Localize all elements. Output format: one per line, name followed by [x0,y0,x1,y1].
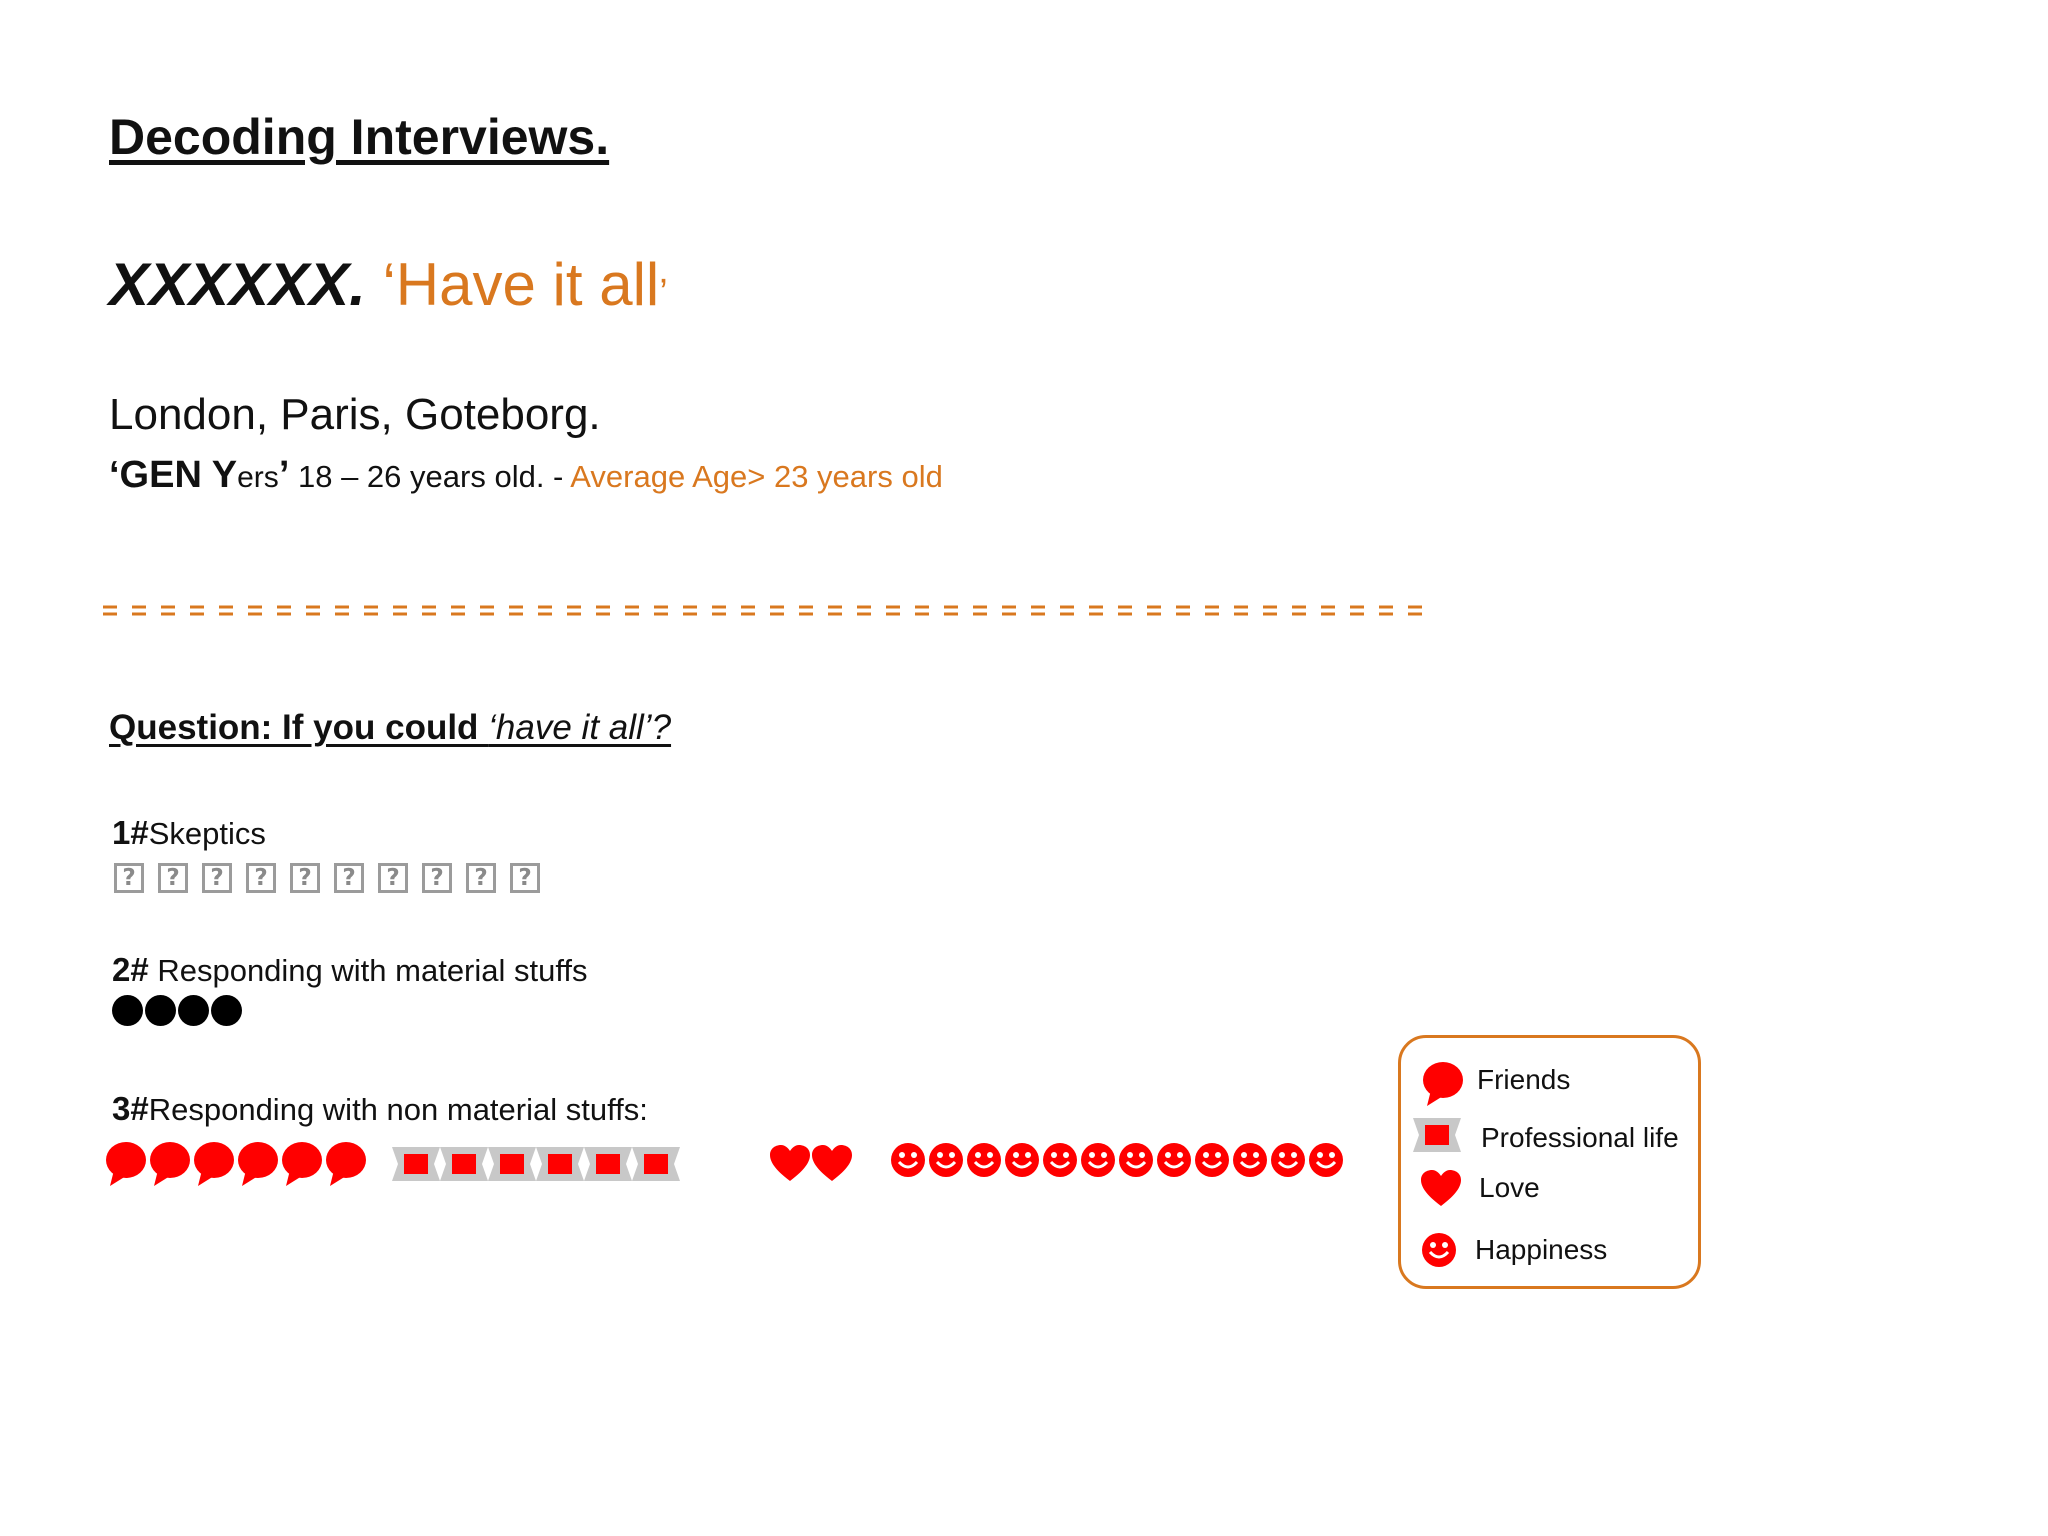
question-box-icon: ? [378,863,408,893]
legend-professional-icon-glyph [1413,1118,1461,1152]
professional-life-icon [584,1147,632,1181]
title-code: XXXXXX. [109,251,366,318]
question-box-icon: ? [510,863,540,893]
smiley-icon [1156,1142,1192,1178]
cities-line: London, Paris, Goteborg. [109,390,601,439]
speech-bubble-icon [104,1140,148,1188]
group-text: Responding with material stuffs [148,953,588,988]
professional-life-icon [632,1147,680,1181]
question-box-icon: ? [290,863,320,893]
generation-suffix-close: ’ [278,454,290,496]
black-dot-icon [145,995,176,1026]
question-box-icon: ? [334,863,364,893]
heart-icon [812,1145,852,1183]
smiley-icon [1004,1142,1040,1178]
skeptics-icon-row [114,863,540,893]
professional-life-icon [488,1147,536,1181]
question-box-icon: ? [422,863,452,893]
legend-happiness-icon-glyph [1421,1232,1457,1268]
group-number: 2# [112,951,149,988]
smiley-icon [1118,1142,1154,1178]
smiley-icon [928,1142,964,1178]
legend-love-label: Love [1479,1172,1540,1203]
group-text: Skeptics [148,816,266,851]
professional-life-icon [536,1147,584,1181]
smiley-icon [1232,1142,1268,1178]
age-range: 18 – 26 years old. - [289,459,571,494]
speech-bubble-icon [280,1140,324,1188]
question-box-icon: ? [114,863,144,893]
question-line [109,708,671,748]
title-quote-close: ’ [659,272,668,314]
black-dot-icon [178,995,209,1026]
speech-bubble-icon [236,1140,280,1188]
legend-happiness-label: Happiness [1475,1234,1608,1265]
generation-suffix: ers [237,461,279,494]
material-icon-row [112,995,242,1026]
legend-box [1398,1035,1701,1289]
speech-bubble-icon [192,1140,236,1188]
question-prefix: Question: If you could [109,708,489,747]
group-2-label [112,951,588,989]
legend-love-icon [1421,1170,1461,1215]
question-box-icon: ? [246,863,276,893]
smiley-icon [890,1142,926,1178]
professional-life-icon [392,1147,440,1181]
black-dot-icon [211,995,242,1026]
black-dot-icon [112,995,143,1026]
legend-friends-icon-glyph [1421,1060,1465,1108]
group-1-label [112,814,266,852]
average-age: Average Age> 23 years old [570,459,943,494]
heart-icon [770,1145,810,1183]
title-quote [382,251,667,318]
smiley-icon [1194,1142,1230,1178]
question-box-icon: ? [466,863,496,893]
smiley-icon [1270,1142,1306,1178]
professional-icon-row [392,1147,680,1181]
legend-friends-icon [1421,1060,1465,1115]
group-number: 1# [112,814,149,851]
legend-professional-icon [1413,1118,1461,1159]
group-number: 3# [112,1090,149,1127]
title-row [109,250,668,319]
legend-happiness-icon [1421,1232,1457,1275]
happiness-icon-row [890,1142,1344,1178]
legend-professional-label: Professional life [1481,1122,1679,1153]
speech-bubble-icon [148,1140,192,1188]
smiley-icon [1042,1142,1078,1178]
love-icon-row [770,1145,852,1183]
legend-friends-label: Friends [1477,1064,1571,1095]
friends-icon-row [104,1140,368,1188]
generation-prefix: ‘GEN Y [109,454,238,496]
professional-life-icon [440,1147,488,1181]
speech-bubble-icon [324,1140,368,1188]
title-quote-text: ‘Have it all [382,251,660,318]
smiley-icon [1308,1142,1344,1178]
question-emphasis: ‘have it all’? [488,708,672,747]
group-3-label [112,1090,648,1128]
legend-love-icon-glyph [1421,1170,1461,1208]
smiley-icon [966,1142,1002,1178]
generation-line [109,454,943,497]
page-heading: Decoding Interviews. [109,109,610,165]
smiley-icon [1080,1142,1116,1178]
dashed-divider [103,603,1423,619]
question-box-icon: ? [158,863,188,893]
group-text: Responding with non material stuffs: [148,1092,648,1127]
question-box-icon: ? [202,863,232,893]
